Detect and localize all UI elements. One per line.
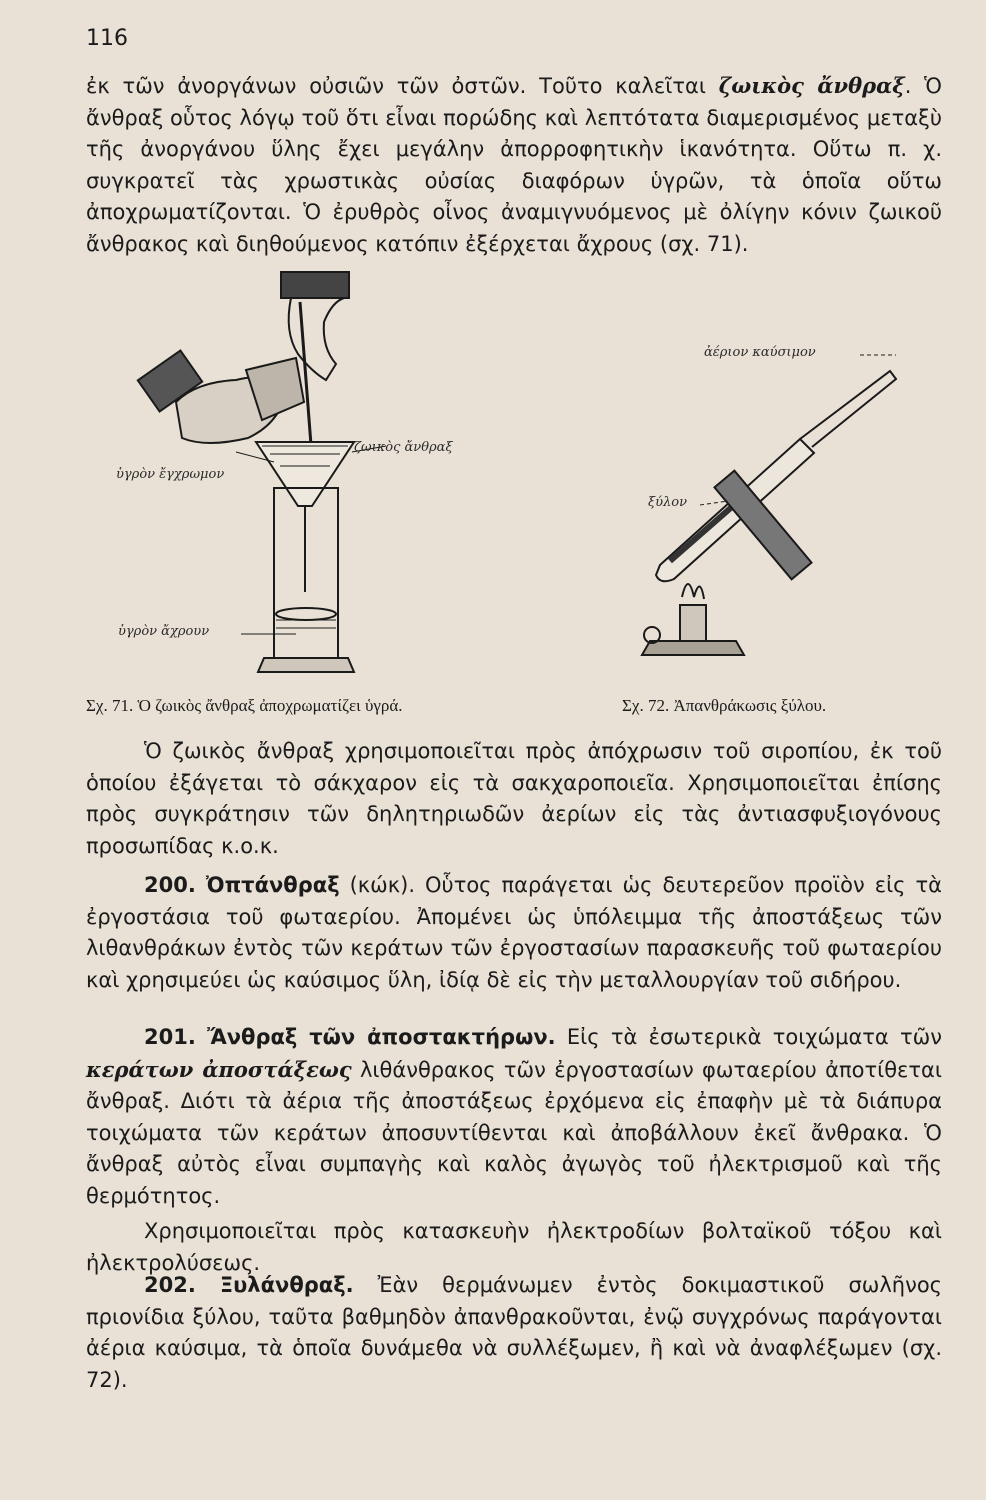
burner-tube	[680, 605, 706, 645]
uses-paragraph-block	[86, 736, 942, 862]
section-200	[86, 870, 942, 996]
page-number: 116	[86, 26, 128, 51]
leader-wood	[700, 501, 728, 505]
section-202-title: Ξυλάνθραξ.	[219, 1273, 354, 1297]
section-200-paragraph	[86, 870, 942, 996]
section-201	[86, 1022, 942, 1279]
intro-text-a: ἐκ τῶν ἀνοργάνων οὐσιῶν τῶν ὀστῶν. Τοῦτο καλεῖται	[86, 74, 719, 98]
intro-term: ζωικὸς ἄνθραξ	[718, 73, 905, 98]
section-201-title: Ἄνθραξ τῶν ἀποστακτήρων.	[207, 1025, 556, 1049]
flame	[682, 584, 704, 599]
section-201-term: κεράτων ἀποστάξεως	[86, 1056, 352, 1082]
label-clear-liquid: ὑγρὸν ἄχρουν	[118, 624, 210, 639]
liquid-lines	[276, 620, 336, 628]
figure-71-caption: Σχ. 71. Ὁ ζωικὸς ἄνθραξ ἀποχρωματίζει ὑγρά.	[86, 696, 403, 715]
section-202-text: Ἐὰν θερμάνωμεν ἐντὸς δοκιμαστικοῦ σωλῆνος πριονίδια ξύλου, ταῦτα βαθμηδὸν ἀπανθρακοῦνται, ἐνῷ συγχρόνως παράγονται ἀέρια καύσιμα, τὰ ὁποῖα δυνάμεθα νὰ συλλέξωμεν, ἢ καὶ νὰ ἀναφλέξωμεν (σχ. 72).	[86, 1273, 942, 1392]
upper-hand-cuff	[281, 272, 349, 298]
section-200-text: (κώκ). Οὗτος παράγεται ὡς δευτερεῦον προϊὸν εἰς τὰ ἐργοστάσια τοῦ φωταερίου. Ἀπομένει ὡς ὑπόλειμμα τῆς ἀποστάξεως τῶν λιθανθράκων ἐντὸς τῶν κεράτων τῶν ἐργοστασίων παρασκευῆς τοῦ φωταερίου καὶ χρησιμεύει ὡς καύσιμος ὕλη, ἰδίᾳ δὲ εἰς τὴν μεταλλουργίαν τοῦ σιδήρου.	[86, 873, 942, 992]
intro-text-b: . Ὁ ἄνθραξ οὗτος λόγῳ τοῦ ὅτι εἶναι πορώδης καὶ λεπτότατα διαμερισμένος μεταξὺ τῆς ἀνοργάνου ὕλης ἔχει μεγάλην ἀπορροφητικὴν ἱκανότητα. Οὕτω π. χ. συγκρατεῖ τὰς χρωστικὰς οὐσίας διαφόρων ὑγρῶν, τὰ ὁποῖα οὕτω ἀποχρωματίζονται. Ὁ ἐρυθρὸς οἶνος ἀναμιγνυόμενος μὲ ὀλίγην κόνιν ζωικοῦ ἄνθρακος καὶ διηθούμενος κατόπιν ἐξέρχεται ἄχρους (σχ. 71).	[86, 74, 942, 256]
section-202	[86, 1270, 942, 1396]
label-colored-liquid: ὑγρὸν ἔγχρωμον	[116, 467, 225, 482]
outlet-tube	[800, 371, 896, 447]
figure-72-caption: Σχ. 72. Ἀπανθράκωσις ξύλου.	[622, 696, 827, 715]
funnel	[256, 442, 354, 506]
section-202-number: 202.	[144, 1273, 196, 1297]
figure-71	[86, 262, 516, 682]
figure-72	[600, 335, 942, 675]
uses-paragraph: Ὁ ζωικὸς ἄνθραξ χρησιμοποιεῖται πρὸς ἀπόχρωσιν τοῦ σιροπίου, ἐκ τοῦ ὁποίου ἐξάγεται τὸ σάκχαρον εἰς τὰ σακχαροποιεῖα. Χρησιμοποιεῖται ἐπίσης πρὸς συγκράτησιν τῶν δηλητηριωδῶν ἀερίων εἰς τὰς ἀντιασφυξιογόνους προσωπίδας κ.ο.κ.	[86, 739, 942, 858]
section-201-text-a: Εἰς τὰ ἐσωτερικὰ τοιχώματα τῶν	[555, 1025, 942, 1049]
section-200-title: Ὀπτάνθραξ	[205, 873, 340, 897]
liquid-surface	[276, 608, 336, 620]
section-201-paragraph	[86, 1022, 942, 1212]
section-200-number: 200.	[144, 873, 196, 897]
label-fuel-gas: ἀέριον καύσιμον	[704, 345, 816, 360]
section-201-number: 201.	[144, 1025, 196, 1049]
burner-base	[642, 641, 744, 655]
label-wood: ξύλον	[648, 495, 688, 510]
glass-rod	[300, 302, 312, 458]
section-201-usage: Χρησιμοποιεῖται πρὸς κατασκευὴν ἠλεκτροδίων βολταϊκοῦ τόξου καὶ ἠλεκτρολύσεως.	[86, 1219, 942, 1275]
intro-paragraph	[86, 70, 942, 260]
section-201-text-b: λιθάνθρακος τῶν ἐργοστασίων φωταερίου ἀποτίθεται ἄνθραξ. Διότι τὰ ἀέρια τῆς ἀποστάξεως ἐρχόμενα εἰς ἐπαφὴν μὲ τὰ διάπυρα τοιχώματα τῶν κεράτων ἀποσυντίθενται καὶ ἀποβάλλουν ἐκεῖ ἄνθρακα. Ὁ ἄνθραξ αὐτὸς εἶναι συμπαγὴς καὶ καλὸς ἀγωγὸς τοῦ ἠλεκτρισμοῦ καὶ τῆς θερμότητος.	[86, 1057, 942, 1208]
label-animal-charcoal: ζωικὸς ἄνθραξ	[354, 440, 453, 455]
intro-paragraph-block	[86, 70, 942, 260]
cylinder-base	[258, 658, 354, 672]
section-202-paragraph	[86, 1270, 942, 1396]
